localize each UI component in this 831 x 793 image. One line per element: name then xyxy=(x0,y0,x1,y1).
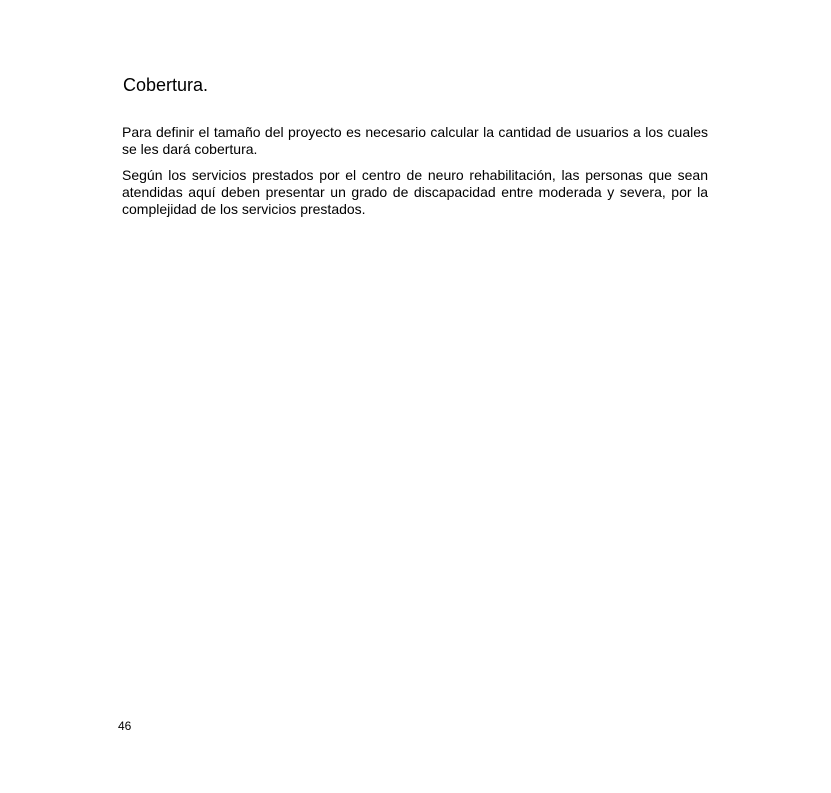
page-number: 46 xyxy=(118,719,132,733)
section-heading: Cobertura. xyxy=(123,75,209,95)
paragraph-target-population: Según los servicios prestados por el centro de neuro rehabilitación, las personas que sean atendidas aquí deben presentar un grado de discapacidad entre moderada y severa, por la complejidad de los servicios prestados. xyxy=(122,167,708,217)
paragraph-scope-definition: Para definir el tamaño del proyecto es necesario calcular la cantidad de usuarios a los cuales se les dará cobertura. xyxy=(122,124,708,157)
